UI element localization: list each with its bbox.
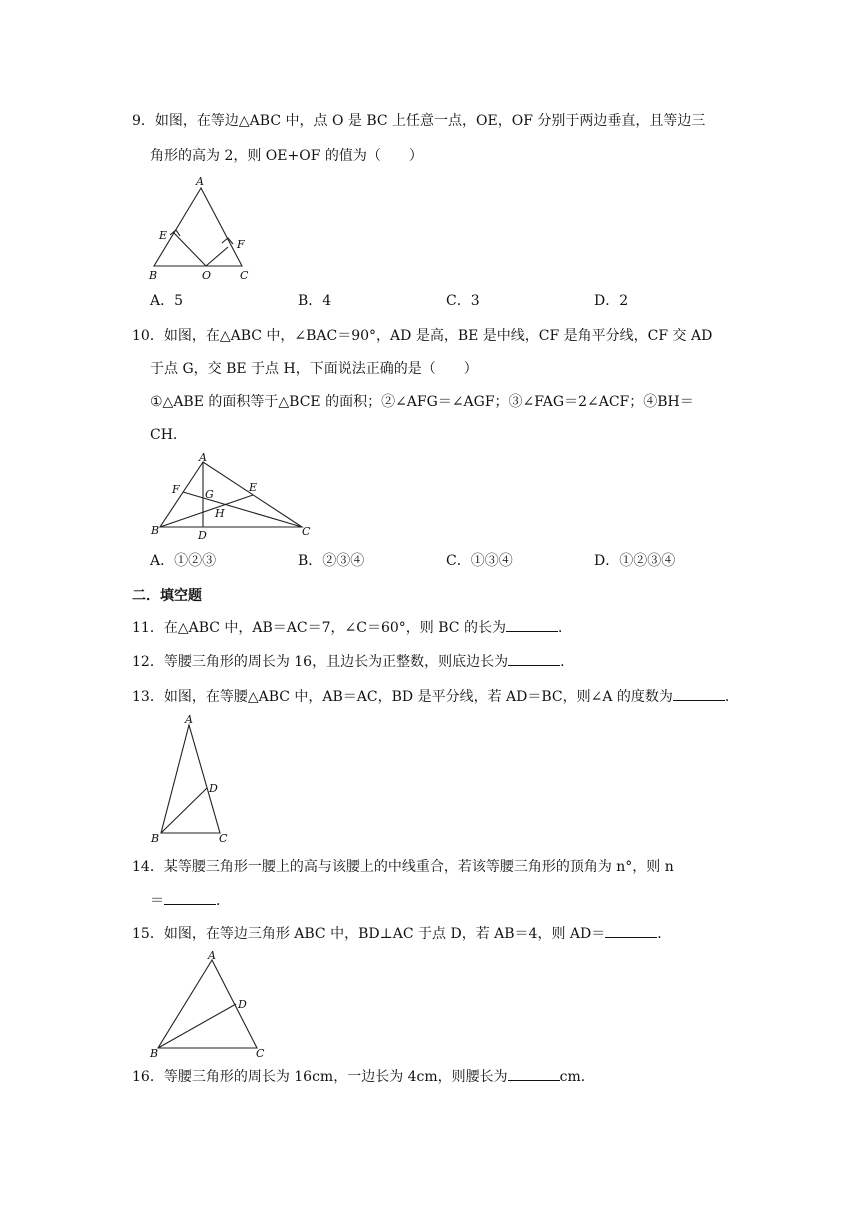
- q10-text-line2: 于点 G，交 BE 于点 H，下面说法正确的是（ ）: [150, 361, 478, 377]
- q10-option-c: C．①③④: [446, 553, 513, 569]
- q14-text-line1: 14．某等腰三角形一腰上的高与该腰上的中线重合，若该等腰三角形的顶角为 n°，则 n: [132, 859, 674, 875]
- q10-label-f: F: [172, 483, 180, 496]
- q9-label-e: E: [159, 229, 168, 242]
- q10-triangle-abc: [160, 462, 302, 527]
- q10-option-a: A．①②③: [150, 553, 217, 569]
- q9-label-f: F: [237, 238, 245, 251]
- q9-option-b: B．4: [298, 293, 332, 309]
- q10-text-line1: 10．如图，在△ABC 中，∠BAC＝90°，AD 是高，BE 是中线，CF 是角平分线，CF 交 AD: [132, 328, 713, 344]
- q9-label-a: A: [196, 175, 204, 188]
- q13-label-c: C: [219, 832, 228, 845]
- q13-text-after: ．: [724, 689, 739, 705]
- q13-figure: [145, 712, 245, 847]
- q9-option-d: D．2: [594, 293, 629, 309]
- q13-triangle-abc: [161, 725, 220, 833]
- q10-label-a: A: [199, 451, 207, 464]
- q10-segment-cf: [183, 492, 302, 527]
- q9-right-angle-f: [222, 238, 233, 244]
- q9-triangle-abc: [154, 188, 242, 266]
- q13-label-b: B: [151, 832, 160, 845]
- q16-text: [132, 1066, 595, 1088]
- q9-text-line2: 角形的高为 2，则 OE+OF 的值为（ ）: [150, 148, 423, 164]
- q15-text-after: ．: [657, 926, 672, 942]
- q11-text-after: ．: [557, 620, 572, 636]
- q15-text: [132, 923, 671, 945]
- q12-text-after: ．: [560, 654, 575, 670]
- q10-label-d: D: [198, 529, 207, 542]
- q9-figure: [140, 175, 260, 283]
- q9-label-o: O: [202, 269, 212, 282]
- q9-right-angle-e: [170, 230, 180, 236]
- q16-text-before: 16．等腰三角形的周长为 16cm，一边长为 4cm，则腰长为: [132, 1069, 508, 1085]
- q9-label-c: C: [240, 269, 249, 282]
- q15-label-d: D: [238, 998, 247, 1011]
- q15-figure: [145, 948, 275, 1060]
- q12-text-before: 12．等腰三角形的周长为 16，且边长为正整数，则底边长为: [132, 654, 509, 670]
- q9-label-b: B: [149, 269, 158, 282]
- q10-option-d: D．①②③④: [594, 553, 676, 569]
- section-heading-fill-blank: 二．填空题: [132, 588, 202, 604]
- q10-option-b: B．②③④: [298, 553, 365, 569]
- q9-text-line1: 9．如图，在等边△ABC 中，点 O 是 BC 上任意一点，OE，OF 分别于两边垂直，且等边三: [132, 113, 706, 129]
- q9-segment-oe: [174, 233, 206, 266]
- q15-label-c: C: [256, 1047, 265, 1060]
- q11-answer-blank[interactable]: [506, 617, 558, 632]
- q15-answer-blank[interactable]: [605, 923, 657, 938]
- q13-text-before: 13．如图，在等腰△ABC 中，AB＝AC，BD 是平分线，若 AD＝BC，则∠A 的度数为: [132, 689, 673, 705]
- q10-label-e: E: [249, 481, 258, 494]
- q13-label-a: A: [185, 713, 193, 726]
- q15-text-before: 15．如图，在等边三角形 ABC 中，BD⊥AC 于点 D，若 AB＝4，则 AD＝: [132, 926, 606, 942]
- q13-segment-bd: [161, 788, 207, 833]
- q16-answer-blank[interactable]: [508, 1066, 560, 1081]
- q16-text-after: cm．: [559, 1069, 595, 1085]
- q10-label-h: H: [215, 507, 225, 520]
- q10-label-b: B: [151, 524, 160, 537]
- q13-text: [132, 686, 739, 708]
- q9-segment-of: [206, 247, 228, 266]
- q14-text-line2: [150, 890, 230, 912]
- q10-label-g: G: [205, 488, 214, 501]
- q14-text-after: ．: [216, 893, 230, 909]
- q12-answer-blank[interactable]: [508, 651, 560, 666]
- q13-answer-blank[interactable]: [673, 686, 725, 701]
- q14-answer-blank[interactable]: [164, 890, 216, 905]
- q11-text-before: 11．在△ABC 中，AB＝AC＝7，∠C＝60°，则 BC 的长为: [132, 620, 506, 636]
- q15-label-b: B: [150, 1047, 159, 1060]
- q10-figure: [140, 450, 320, 545]
- q9-option-a: A．5: [150, 293, 184, 309]
- q10-text-line4: CH．: [150, 427, 187, 443]
- q10-text-line3: ①△ABE 的面积等于△BCE 的面积；②∠AFG＝∠AGF；③∠FAG＝2∠ACF；④BH＝: [150, 394, 694, 410]
- q9-option-c: C．3: [446, 293, 480, 309]
- q15-segment-bd: [158, 1004, 236, 1048]
- q10-label-c: C: [302, 525, 311, 538]
- q13-label-d: D: [209, 782, 218, 795]
- q15-label-a: A: [208, 949, 216, 962]
- q12-text: [132, 651, 574, 673]
- q14-text-before: ＝: [150, 893, 164, 909]
- q11-text: [132, 617, 572, 639]
